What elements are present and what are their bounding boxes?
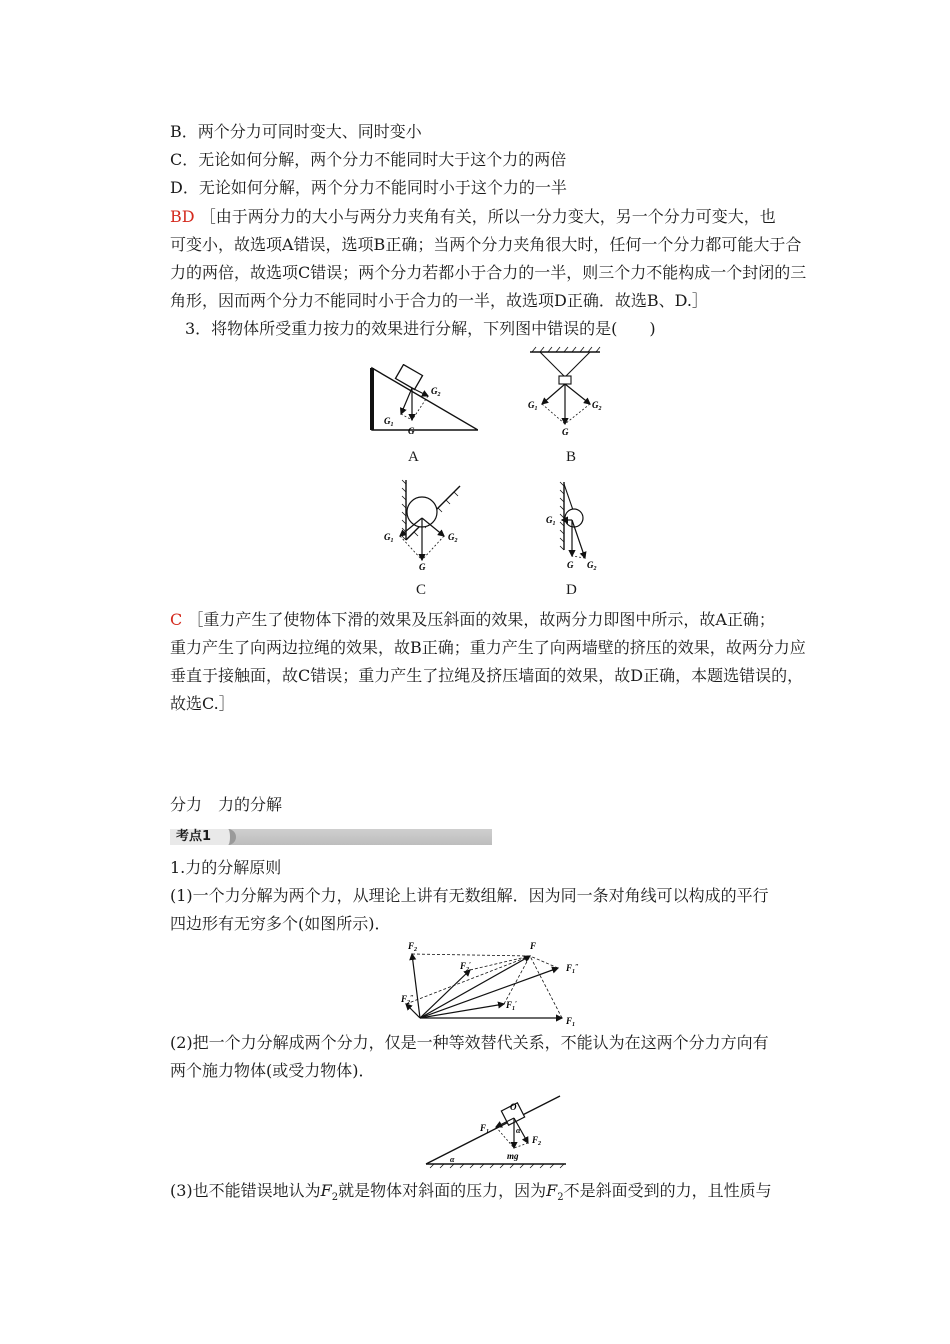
section-tab: 考点1 — [170, 829, 236, 845]
svg-text:mg: mg — [507, 1151, 519, 1161]
q3-stem: 3．将物体所受重力按力的效果进行分解，下列图中错误的是( ) — [185, 319, 656, 338]
figure-incline — [420, 1088, 570, 1170]
label-g: G — [408, 426, 415, 436]
svg-text:G1: $G_1$ — [528, 400, 538, 412]
p2-line-2: 两个施力物体(或受力物体)． — [170, 1061, 375, 1080]
figure-a-incline — [368, 364, 478, 444]
p1-line-2: 四边形有无穷多个(如图所示)． — [170, 914, 391, 933]
heading-1: 1.力的分解原则 — [170, 858, 282, 877]
svg-text:G2: $G_2$ — [587, 560, 597, 572]
option-c: C．无论如何分解，两个分力不能同时大于这个力的两倍 — [170, 150, 567, 169]
svg-text:F1′: $F_1'$ — [506, 1000, 517, 1012]
q2-answer-line-2: 可变小，故选项A错误，选项B正确；当两个分力夹角很大时，任何一个分力都可能大于合 — [170, 235, 802, 254]
q2-answer-line-1: BD ［由于两分力的大小与两分力夹角有关，所以一分力变大，另一个分力可变大，也 — [170, 207, 776, 226]
svg-text:G2: $G_2$ — [592, 400, 602, 412]
option-d: D．无论如何分解，两个分力不能同时小于这个力的一半 — [170, 178, 567, 197]
option-b: B．两个分力可同时变大、同时变小 — [170, 122, 422, 141]
svg-text:F2: $F_2$ — [408, 941, 418, 953]
svg-text:F2′: $F_2'$ — [460, 961, 471, 973]
q2-answer-key: BD — [170, 207, 195, 226]
svg-text:F2: $F_2$ — [532, 1135, 542, 1147]
svg-text:F: F — [530, 941, 537, 951]
figure-d-wall — [540, 480, 610, 576]
q3-answer-line-2: 重力产生了向两边拉绳的效果，故B正确；重力产生了向两墙壁的挤压的效果，故两分力应 — [170, 638, 806, 657]
q3-answer-line-4: 故选C.］ — [170, 694, 235, 713]
svg-text:G1: $G_1$ — [384, 532, 394, 544]
label-g2: $G_2$ — [431, 386, 441, 398]
svg-text:G: G — [567, 560, 574, 570]
figure-c-wedge — [378, 478, 468, 578]
svg-text:F2″: $F_2''$ — [401, 994, 414, 1006]
svg-text:α: α — [450, 1155, 455, 1164]
svg-text:α: α — [516, 1126, 521, 1135]
caption-d: D — [566, 582, 577, 598]
caption-c: C — [416, 582, 427, 598]
label-g1: $G_1$ — [384, 416, 394, 428]
q3-answer-line-3: 垂直于接触面，故C错误；重力产生了拉绳及挤压墙面的效果，故D正确，本题选错误的， — [170, 666, 804, 685]
caption-a: A — [408, 449, 419, 465]
svg-text:O: O — [510, 1102, 517, 1112]
svg-text:G1: $G_1$ — [546, 515, 556, 527]
svg-text:G2: $G_2$ — [448, 532, 458, 544]
p2-line-1: (2)把一个力分解成两个分力，仅是一种等效替代关系，不能认为在这两个分力方向有 — [170, 1033, 769, 1052]
q2-answer-line-4: 角形，因而两个分力不能同时小于合力的一半，故选项D正确．故选B、D.］ — [170, 291, 708, 310]
svg-text:G: G — [562, 427, 569, 437]
p1-line-1: (1)一个力分解为两个力，从理论上讲有无数组解．因为同一条对角线可以构成的平行 — [170, 886, 769, 905]
q2-answer-line-3: 力的两倍，故选项C错误；两个分力若都小于合力的一半，则三个力不能构成一个封闭的三 — [170, 263, 807, 282]
figure-b-hanging — [526, 346, 616, 438]
figure-parallelogram — [400, 938, 600, 1028]
svg-text:F1: $F_1$ — [480, 1123, 490, 1135]
q3-answer-key: C — [170, 610, 183, 629]
svg-text:F1: $F_1$ — [566, 1016, 576, 1028]
svg-text:F1″: $F_1''$ — [566, 963, 579, 975]
section-tab-bar — [170, 829, 492, 845]
p3-line-1: (3)也不能错误地认为$F_2$就是物体对斜面的压力，因为$F_2$不是斜面受到的力，且性质与 — [170, 1181, 772, 1204]
svg-text:G: G — [419, 562, 426, 572]
section-title: 分力 力的分解 — [170, 795, 283, 814]
caption-b: B — [566, 449, 577, 465]
q3-answer-line-1: C ［重力产生了使物体下滑的效果及压斜面的效果，故两分力即图中所示，故A正确； — [170, 610, 775, 629]
